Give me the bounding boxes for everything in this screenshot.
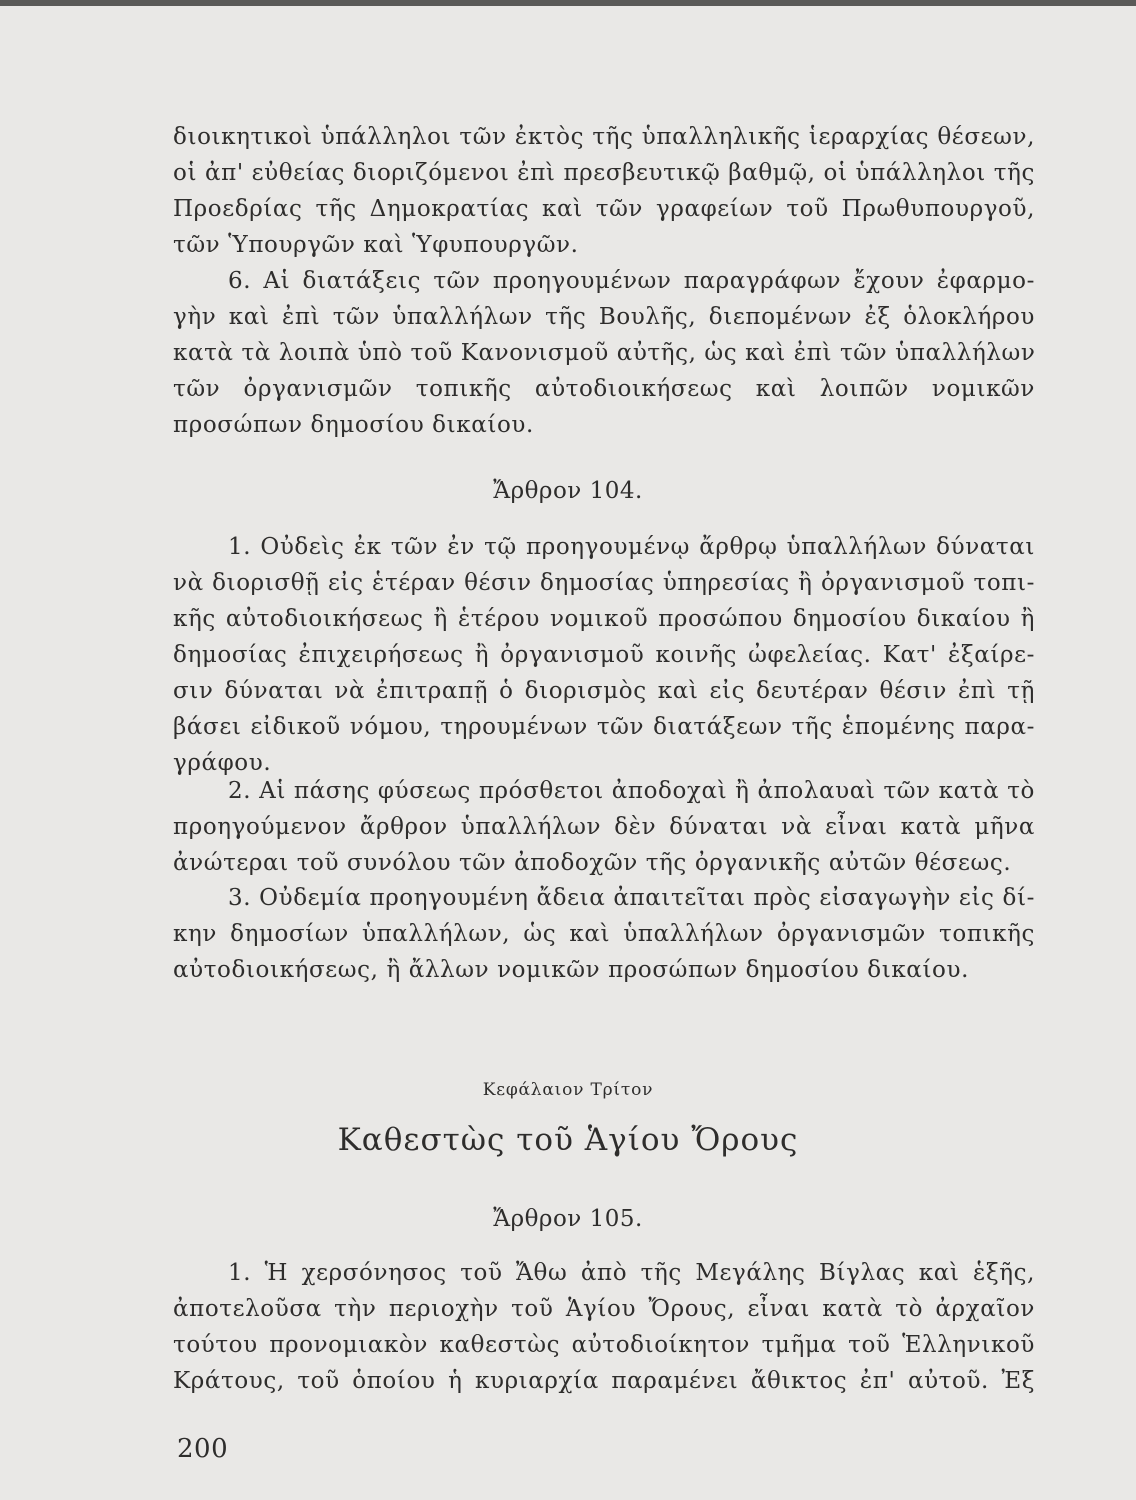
chapter-title: Καθεστὼς τοῦ Ἁγίου Ὄρους xyxy=(337,1122,799,1158)
article-105-paragraph-1 xyxy=(173,1255,1035,1399)
text-line: βάσει εἰδικοῦ νόμου, τηρουμένων τῶν διατάξεων τῆς ἑπομένης παρα- xyxy=(173,714,1035,740)
article-104-paragraph-2 xyxy=(173,773,1035,881)
text-line: προηγούμενον ἄρθρον ὑπαλλήλων δὲν δύναται νὰ εἶναι κατὰ μῆνα xyxy=(173,814,1035,840)
text-line: Κράτους, τοῦ ὁποίου ἡ κυριαρχία παραμένει ἄθικτος ἐπ' αὐτοῦ. Ἐξ xyxy=(173,1368,1035,1394)
text-line: 2. Αἱ πάσης φύσεως πρόσθετοι ἀποδοχαὶ ἢ ἀπολαυαὶ τῶν κατὰ τὸ xyxy=(228,778,1035,804)
text-line: 1. Ἡ χερσόνησος τοῦ Ἄθω ἀπὸ τῆς Μεγάλης Βίγλας καὶ ἑξῆς, xyxy=(228,1260,1035,1286)
text-line: σιν δύναται νὰ ἐπιτραπῇ ὁ διορισμὸς καὶ εἰς δευτέραν θέσιν ἐπὶ τῇ xyxy=(173,678,1035,704)
text-line: γράφου. xyxy=(173,750,272,776)
text-line: προσώπων δημοσίου δικαίου. xyxy=(173,412,534,438)
article-105-title: Ἄρθρον 105. xyxy=(493,1206,643,1232)
text-line: διοικητικοὶ ὑπάλληλοι τῶν ἐκτὸς τῆς ὑπαλληλικῆς ἱεραρχίας θέσεων, xyxy=(173,124,1035,150)
text-line: 6. Αἱ διατάξεις τῶν προηγουμένων παραγράφων ἔχουν ἐφαρμο- xyxy=(228,268,1035,294)
text-line: τῶν Ὑπουργῶν καὶ Ὑφυπουργῶν. xyxy=(173,232,579,258)
text-line: τούτου προνομιακὸν καθεστὼς αὐτοδιοίκητον τμῆμα τοῦ Ἑλληνικοῦ xyxy=(173,1332,1035,1358)
text-line: κῆς αὐτοδιοικήσεως ἢ ἑτέρου νομικοῦ προσώπου δημοσίου δικαίου ἢ xyxy=(173,606,1035,632)
text-line: 1. Οὐδεὶς ἐκ τῶν ἐν τῷ προηγουμένῳ ἄρθρῳ ὑπαλλήλων δύναται xyxy=(228,534,1035,560)
continued-paragraph xyxy=(173,119,1035,263)
text-line: 3. Οὐδεμία προηγουμένη ἄδεια ἀπαιτεῖται πρὸς εἰσαγωγὴν εἰς δί- xyxy=(228,885,1035,911)
text-line: κατὰ τὰ λοιπὰ ὑπὸ τοῦ Κανονισμοῦ αὐτῆς, ὡς καὶ ἐπὶ τῶν ὑπαλλήλων xyxy=(173,340,1036,366)
text-line: νὰ διορισθῇ εἰς ἑτέραν θέσιν δημοσίας ὑπηρεσίας ἢ ὀργανισμοῦ τοπι- xyxy=(173,570,1035,596)
text-line: κην δημοσίων ὑπαλλήλων, ὡς καὶ ὑπαλλήλων ὀργανισμῶν τοπικῆς xyxy=(173,921,1035,947)
text-line: τῶν ὀργανισμῶν τοπικῆς αὐτοδιοικήσεως καὶ λοιπῶν νομικῶν xyxy=(173,376,1035,402)
text-line: ἀνώτεραι τοῦ συνόλου τῶν ἀποδοχῶν τῆς ὀργανικῆς αὐτῶν θέσεως. xyxy=(173,850,1012,876)
text-line: Προεδρίας τῆς Δημοκρατίας καὶ τῶν γραφείων τοῦ Πρωθυπουργοῦ, xyxy=(173,196,1035,222)
text-line: αὐτοδιοικήσεως, ἢ ἄλλων νομικῶν προσώπων δημοσίου δικαίου. xyxy=(173,957,970,983)
text-line: γὴν καὶ ἐπὶ τῶν ὑπαλλήλων τῆς Βουλῆς, διεπομένων ἐξ ὁλοκλήρου xyxy=(173,304,1035,330)
chapter-label: Κεφάλαιον Τρίτον xyxy=(482,1080,654,1100)
page-number: 200 xyxy=(177,1434,229,1464)
text-line: οἱ ἀπ' εὐθείας διοριζόμενοι ἐπὶ πρεσβευτικῷ βαθμῷ, οἱ ὑπάλληλοι τῆς xyxy=(173,160,1035,186)
paragraph-6 xyxy=(173,263,1035,443)
article-104-paragraph-1 xyxy=(173,529,1035,781)
article-104-paragraph-3 xyxy=(173,880,1035,988)
article-104-title: Ἄρθρον 104. xyxy=(493,478,643,504)
text-line: ἀποτελοῦσα τὴν περιοχὴν τοῦ Ἁγίου Ὄρους, εἶναι κατὰ τὸ ἀρχαῖον xyxy=(173,1296,1035,1322)
text-line: δημοσίας ἐπιχειρήσεως ἢ ὀργανισμοῦ κοινῆς ὠφελείας. Κατ' ἐξαίρε- xyxy=(173,642,1035,668)
